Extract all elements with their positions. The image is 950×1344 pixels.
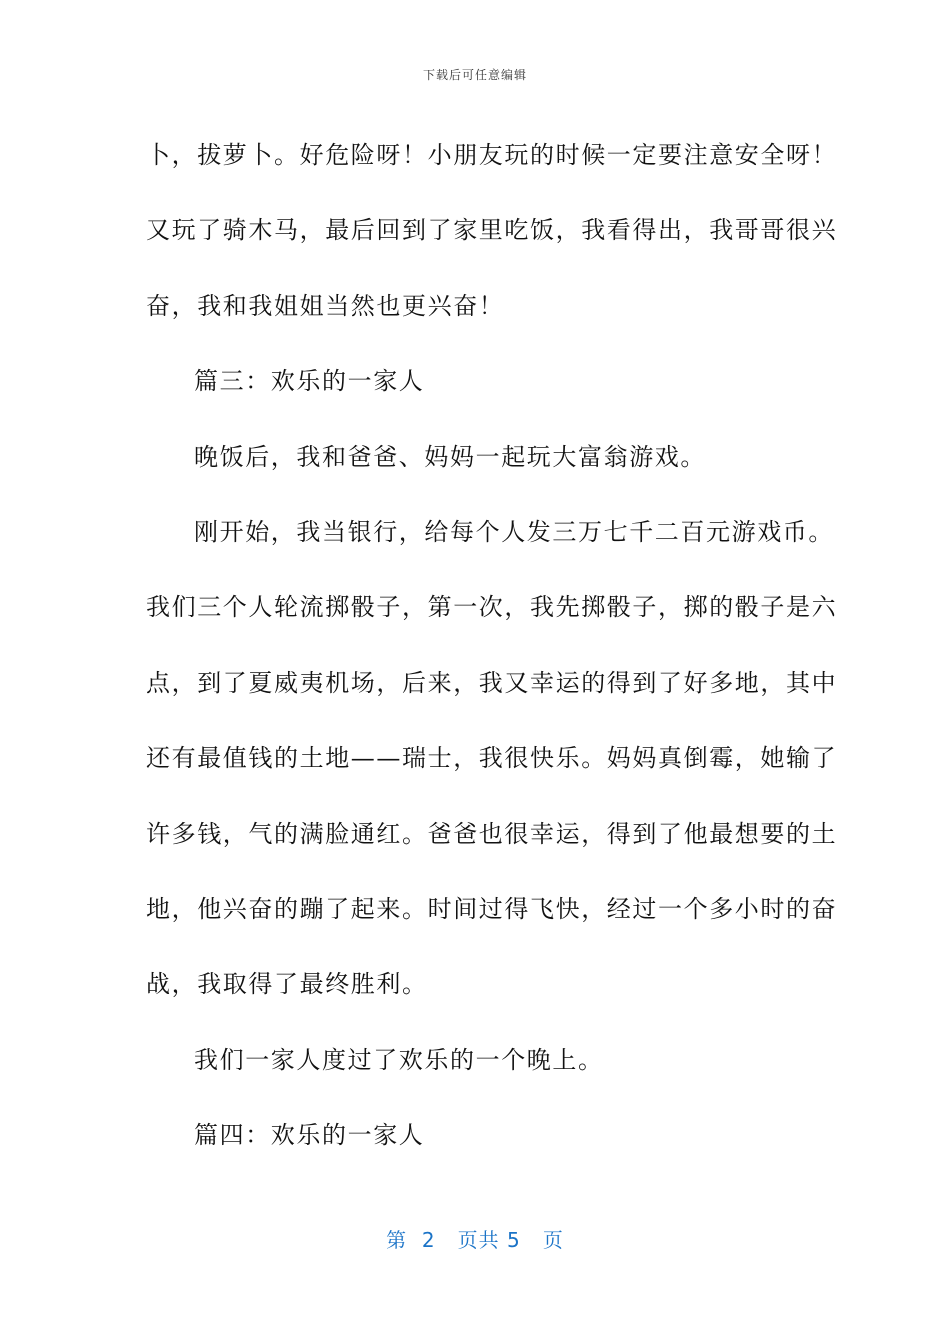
section-heading: 篇三：欢乐的一家人	[194, 367, 425, 396]
text-line: 卜，拔萝卜。好危险呀！小朋友玩的时候一定要注意安全呀！	[146, 141, 838, 169]
text-line: 许多钱，气的满脸通红。爸爸也很幸运，得到了他最想要的土	[146, 819, 838, 848]
paragraph-start: 我们一家人度过了欢乐的一个晚上。	[194, 1045, 604, 1074]
text-line: 奋，我和我姐姐当然也更兴奋！	[146, 291, 505, 320]
paragraph-start: 刚开始，我当银行，给每个人发三万七千二百元游戏币。	[194, 518, 834, 547]
text-line: 地，他兴奋的蹦了起来。时间过得飞快，经过一个多小时的奋	[146, 895, 838, 924]
page-header: 下载后可任意编辑	[422, 68, 527, 82]
text-line: 我们三个人轮流掷骰子，第一次，我先掷骰子，掷的骰子是六	[146, 593, 838, 622]
section-heading: 篇四：欢乐的一家人	[194, 1121, 425, 1150]
paragraph-start: 晚饭后，我和爸爸、妈妈一起玩大富翁游戏。	[194, 442, 706, 471]
document-body	[146, 118, 838, 1174]
page-number-footer: 第 2 页共 5 页	[386, 1228, 564, 1252]
text-line: 还有最值钱的土地——瑞士，我很快乐。妈妈真倒霉，她输了	[146, 744, 838, 773]
text-line: 又玩了骑木马，最后回到了家里吃饭，我看得出，我哥哥很兴	[146, 216, 838, 245]
text-line: 战，我取得了最终胜利。	[146, 970, 428, 999]
text-line: 点，到了夏威夷机场，后来，我又幸运的得到了好多地，其中	[146, 668, 838, 697]
